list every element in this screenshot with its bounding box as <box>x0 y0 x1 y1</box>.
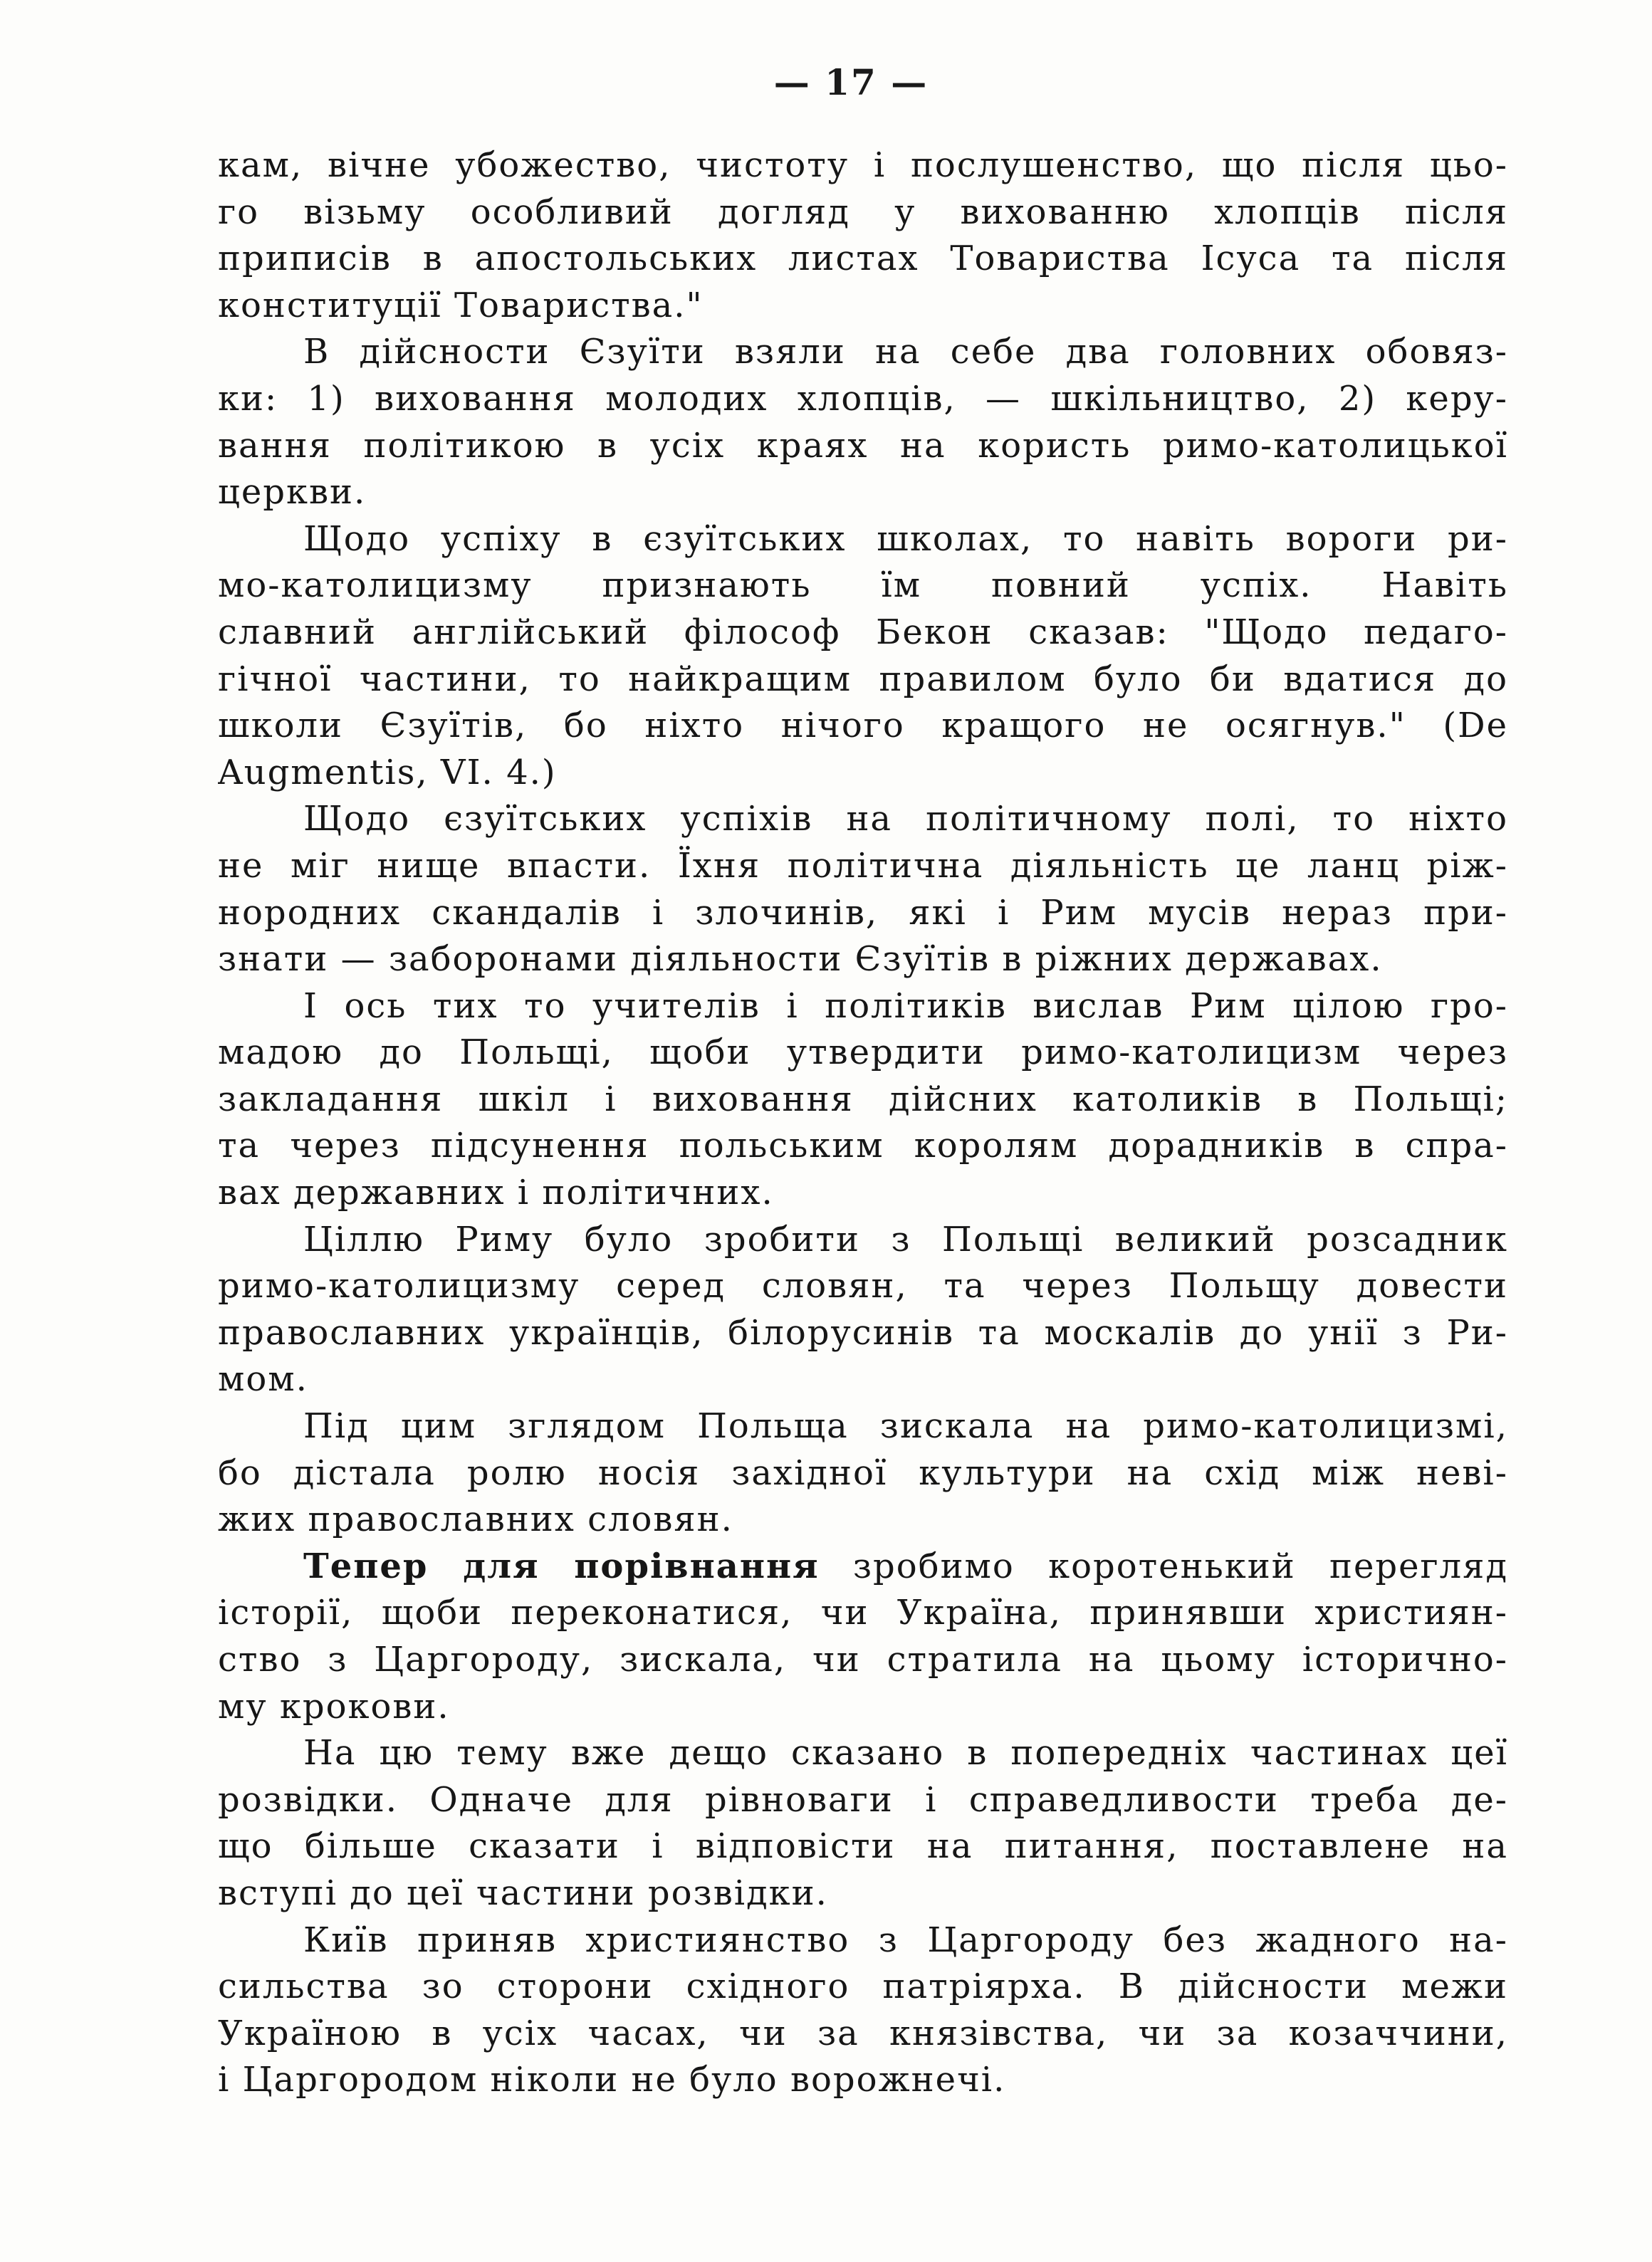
text-line: вання політикою в усіх краях на користь римо-католицької <box>218 425 1508 466</box>
text-line: мом. <box>218 1359 308 1400</box>
text-line: закладання шкіл і виховання дійсних католиків в Польщі; <box>218 1079 1508 1119</box>
text-line: жих православних словян. <box>218 1499 733 1540</box>
text-line: конституції Товариства." <box>218 285 704 325</box>
body-text <box>218 142 1508 2104</box>
text-line: вступі до цеї частини розвідки. <box>218 1873 828 1913</box>
paragraph <box>218 1730 1508 1917</box>
text-line: ки: 1) виховання молодих хлопців, — шкільництво, 2) керу- <box>218 378 1508 419</box>
text-line: ство з Царгороду, зискала, чи стратила на цьому історично- <box>218 1640 1508 1680</box>
paragraph <box>218 329 1508 515</box>
text-line: кам, вічне убожество, чистоту і послушенство, що після цьо- <box>218 145 1508 185</box>
paragraph <box>218 1403 1508 1544</box>
text-line: школи Єзуїтів, бо ніхто нічого кращого не осягнув." (De <box>218 706 1508 746</box>
text-line-rest: зробимо коротенький перегляд <box>819 1546 1508 1586</box>
text-line: І ось тих то учителів і політиків вислав Рим цілою гро- <box>303 985 1508 1026</box>
text-line <box>218 1544 1508 1591</box>
text-line: приписів в апостольських листах Товариства Ісуса та після <box>218 239 1508 279</box>
paragraph <box>218 796 1508 983</box>
text-line: історії, щоби переконатися, чи Україна, принявши християн- <box>218 1593 1508 1633</box>
bold-lead-text: Тепер для порівнання <box>303 1546 820 1586</box>
text-line: славний англійський філософ Бекон сказав: "Щодо педаго- <box>218 612 1508 652</box>
text-line: Київ приняв християнство з Царгороду без жадного на- <box>303 1920 1508 1960</box>
page-number: — 17 — <box>773 61 929 103</box>
text-line: Щодо єзуїтських успіхів на політичному полі, то ніхто <box>303 799 1508 839</box>
text-line: Ціллю Риму було зробити з Польщі великий розсадник <box>303 1219 1508 1260</box>
text-line: розвідки. Одначе для рівноваги і справедливости треба де- <box>218 1779 1508 1820</box>
text-line: не міг нище впасти. Їхня політична діяльність це ланц ріж- <box>218 845 1508 886</box>
text-line: Під цим зглядом Польща зискала на римо-католицизмі, <box>303 1406 1508 1447</box>
text-line: знати — заборонами діяльности Єзуїтів в ріжних державах. <box>218 939 1383 980</box>
text-line: вах державних і політичних. <box>218 1173 774 1213</box>
text-line: і Царгородом ніколи не було ворожнечі. <box>218 2060 1006 2100</box>
paragraph <box>218 516 1508 797</box>
text-line: що більше сказати і відповісти на питання, поставлене на <box>218 1826 1508 1867</box>
paragraph <box>218 142 1508 329</box>
text-line: Augmentis, VI. 4.) <box>218 752 557 792</box>
text-line: мадою до Польщі, щоби утвердити римо-католицизм через <box>218 1032 1508 1073</box>
text-line: На цю тему вже дещо сказано в попередніх частинах цеї <box>303 1733 1508 1774</box>
text-line: церкви. <box>218 472 367 513</box>
paragraph <box>218 1544 1508 1730</box>
text-line: В дійсности Єзуїти взяли на себе два головних обовяз- <box>303 332 1508 372</box>
text-line: римо-католицизму серед словян, та через Польщу довести <box>218 1266 1508 1307</box>
text-line: та через підсунення польським королям дорадників в спра- <box>218 1126 1508 1166</box>
text-line: Щодо успіху в єзуїтських школах, то навіть вороги ри- <box>303 518 1508 559</box>
text-line: нородних скандалів і злочинів, які і Рим мусів нераз при- <box>218 892 1508 933</box>
paragraph <box>218 983 1508 1217</box>
text-line: му крокови. <box>218 1686 450 1727</box>
text-line: бо дістала ролю носія західної культури на схід між неві- <box>218 1452 1508 1493</box>
paragraph <box>218 1217 1508 1403</box>
text-line: го візьму особливий догляд у вихованню хлопців після <box>218 192 1508 232</box>
text-line: мо-католицизму признають їм повний успіх. Навіть <box>218 565 1508 606</box>
text-line: Україною в усіх часах, чи за князівства, чи за козаччини, <box>218 2013 1508 2053</box>
paragraph <box>218 1917 1508 2104</box>
text-line: православних українців, білорусинів та москалів до унії з Ри- <box>218 1312 1508 1353</box>
text-line: гічної частини, то найкращим правилом було би вдатися до <box>218 659 1508 699</box>
text-line: сильства зо сторони східного патріярха. В дійсности межи <box>218 1967 1508 2007</box>
